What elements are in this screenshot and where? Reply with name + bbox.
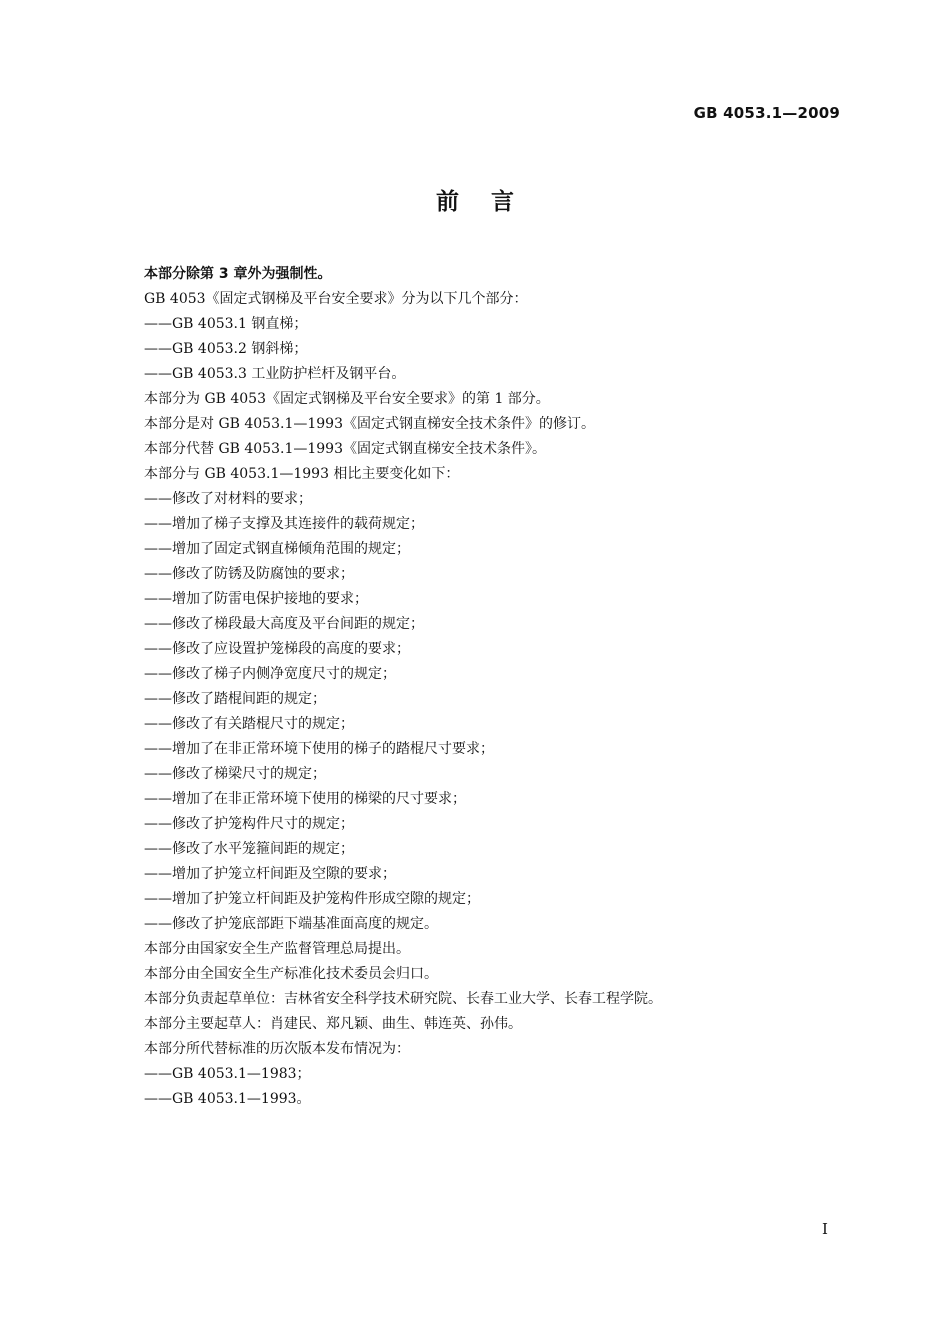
list-item: ——GB 4053.3 工业防护栏杆及钢平台。 bbox=[144, 366, 406, 382]
page-number: I bbox=[822, 1220, 828, 1238]
standard-code-header: GB 4053.1—2009 bbox=[693, 104, 840, 122]
list-item: ——修改了防锈及防腐蚀的要求； bbox=[144, 566, 354, 582]
list-item: ——修改了应设置护笼梯段的高度的要求； bbox=[144, 641, 410, 657]
text-line: 本部分负责起草单位：吉林省安全科学技术研究院、长春工业大学、长春工程学院。 bbox=[144, 991, 662, 1007]
list-item: ——增加了护笼立杆间距及空隙的要求； bbox=[144, 866, 396, 882]
list-item: ——增加了护笼立杆间距及护笼构件形成空隙的规定； bbox=[144, 891, 480, 907]
text-line: 本部分代替 GB 4053.1—1993《固定式钢直梯安全技术条件》。 bbox=[144, 441, 546, 457]
mandatory-statement: 本部分除第 3 章外为强制性。 bbox=[144, 266, 332, 282]
list-item: ——增加了固定式钢直梯倾角范围的规定； bbox=[144, 541, 410, 557]
list-item: ——GB 4053.2 钢斜梯； bbox=[144, 341, 308, 357]
list-item: ——修改了梯段最大高度及平台间距的规定； bbox=[144, 616, 424, 632]
list-item: ——增加了在非正常环境下使用的梯子的踏棍尺寸要求； bbox=[144, 741, 494, 757]
list-item: ——GB 4053.1—1993。 bbox=[144, 1091, 311, 1107]
list-item: ——增加了在非正常环境下使用的梯梁的尺寸要求； bbox=[144, 791, 466, 807]
list-item: ——修改了对材料的要求； bbox=[144, 491, 312, 507]
text-line: 本部分所代替标准的历次版本发布情况为： bbox=[144, 1041, 410, 1057]
text-line: 本部分与 GB 4053.1—1993 相比主要变化如下： bbox=[144, 466, 460, 482]
list-item: ——修改了护笼底部距下端基准面高度的规定。 bbox=[144, 916, 438, 932]
list-item: ——GB 4053.1 钢直梯； bbox=[144, 316, 308, 332]
text-line: 本部分主要起草人：肖建民、郑凡颖、曲生、韩连英、孙伟。 bbox=[144, 1016, 522, 1032]
list-item: ——修改了水平笼箍间距的规定； bbox=[144, 841, 354, 857]
list-item: ——增加了梯子支撑及其连接件的载荷规定； bbox=[144, 516, 424, 532]
text-line: 本部分由全国安全生产标准化技术委员会归口。 bbox=[144, 966, 438, 982]
list-item: ——修改了有关踏棍尺寸的规定； bbox=[144, 716, 354, 732]
list-item: ——增加了防雷电保护接地的要求； bbox=[144, 591, 368, 607]
text-line: 本部分是对 GB 4053.1—1993《固定式钢直梯安全技术条件》的修订。 bbox=[144, 416, 595, 432]
text-line: GB 4053《固定式钢梯及平台安全要求》分为以下几个部分： bbox=[144, 291, 528, 307]
list-item: ——修改了梯梁尺寸的规定； bbox=[144, 766, 326, 782]
text-line: 本部分为 GB 4053《固定式钢梯及平台安全要求》的第 1 部分。 bbox=[144, 391, 550, 407]
list-item: ——修改了护笼构件尺寸的规定； bbox=[144, 816, 354, 832]
list-item: ——修改了梯子内侧净宽度尺寸的规定； bbox=[144, 666, 396, 682]
text-line: 本部分由国家安全生产监督管理总局提出。 bbox=[144, 941, 410, 957]
list-item: ——修改了踏棍间距的规定； bbox=[144, 691, 326, 707]
page-title: 前 言 bbox=[435, 189, 515, 215]
preface-body bbox=[144, 262, 870, 1112]
list-item: ——GB 4053.1—1983； bbox=[144, 1066, 311, 1082]
